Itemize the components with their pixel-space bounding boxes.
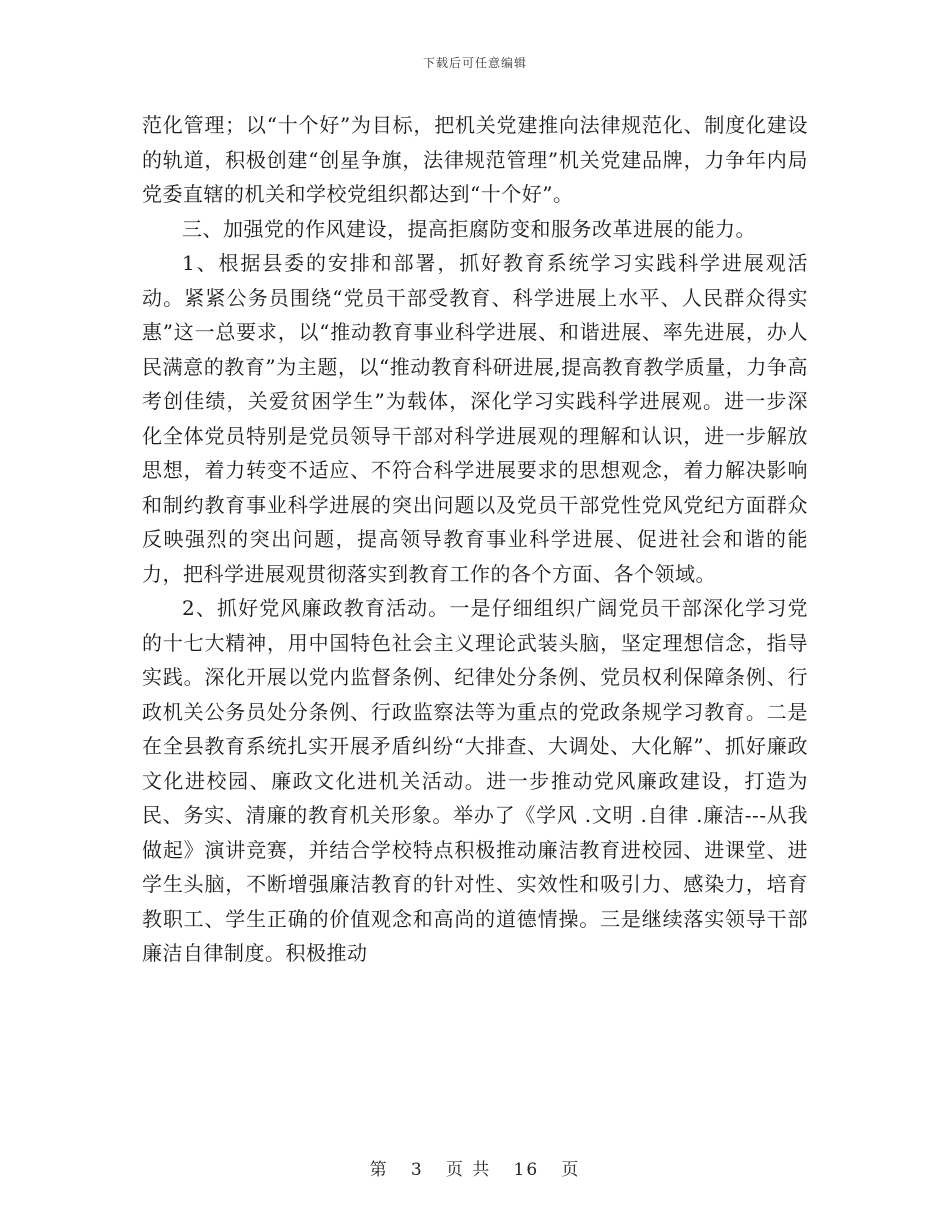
footer-suffix: 页: [561, 1160, 581, 1180]
footer-middle: 页 共: [445, 1160, 492, 1180]
page-header: [0, 54, 950, 71]
page-footer: [0, 1155, 950, 1180]
document-body: [142, 108, 808, 971]
footer-total-pages: 16: [513, 1160, 540, 1180]
paragraph-item-1: 1、根据县委的安排和部署，抓好教育系统学习实践科学进展观活动。紧紧公务员围绕“党员干部受教育、科学进展上水平、人民群众得实惠”这一总要求，以“推动教育事业科学进展、和谐进展、率先进展，办人民满意的教育”为主题，以“推动教育科研进展,提高教育教学质量，力争高考创佳绩，关爱贫困学生”为载体，深化学习实践科学进展观。进一步深化全体党员特别是党员领导干部对科学进展观的理解和认识，进一步解放思想，着力转变不适应、不符合科学进展要求的思想观念，着力解决影响和制约教育事业科学进展的突出问题以及党员干部党性党风党纪方面群众反映强烈的突出问题，提高领导教育事业科学进展、促进社会和谐的能力，把科学进展观贯彻落实到教育工作的各个方面、各个领域。: [142, 251, 808, 586]
paragraph-section-heading: 三、加强党的作风建设，提高拒腐防变和服务改革进展的能力。: [182, 216, 756, 241]
footer-current-page: 3: [410, 1160, 424, 1180]
footer-prefix: 第: [369, 1160, 389, 1180]
paragraph-item-2: 2、抓好党风廉政教育活动。一是仔细组织广阔党员干部深化学习党的十七大精神，用中国特色社会主义理论武装头脑，坚定理想信念，指导实践。深化开展以党内监督条例、纪律处分条例、党员权利保障条例、行政机关公务员处分条例、行政监察法等为重点的党政条规学习教育。二是在全县教育系统扎实开展矛盾纠纷“大排查、大调处、大化解”、抓好廉政文化进校园、廉政文化进机关活动。进一步推动党风廉政建设，打造为民、务实、清廉的教育机关形象。举办了《学风 .文明 .自律 .廉洁---从我做起》演讲竞赛，并结合学校特点积极推动廉洁教育进校园、进课堂、进学生头脑，不断增强廉洁教育的针对性、实效性和吸引力、感染力，培育教职工、学生正确的价值观念和高尚的道德情操。三是继续落实领导干部廉洁自律制度。积极推动: [142, 596, 808, 965]
header-text: 下载后可任意编辑: [422, 56, 527, 70]
paragraph-continuation: 范化管理；以“十个好”为目标，把机关党建推向法律规范化、制度化建设的轨道，积极创建“创星争旗，法律规范管理”机关党建品牌，力争年内局党委直辖的机关和学校党组织都达到“十个好”。: [142, 113, 808, 206]
